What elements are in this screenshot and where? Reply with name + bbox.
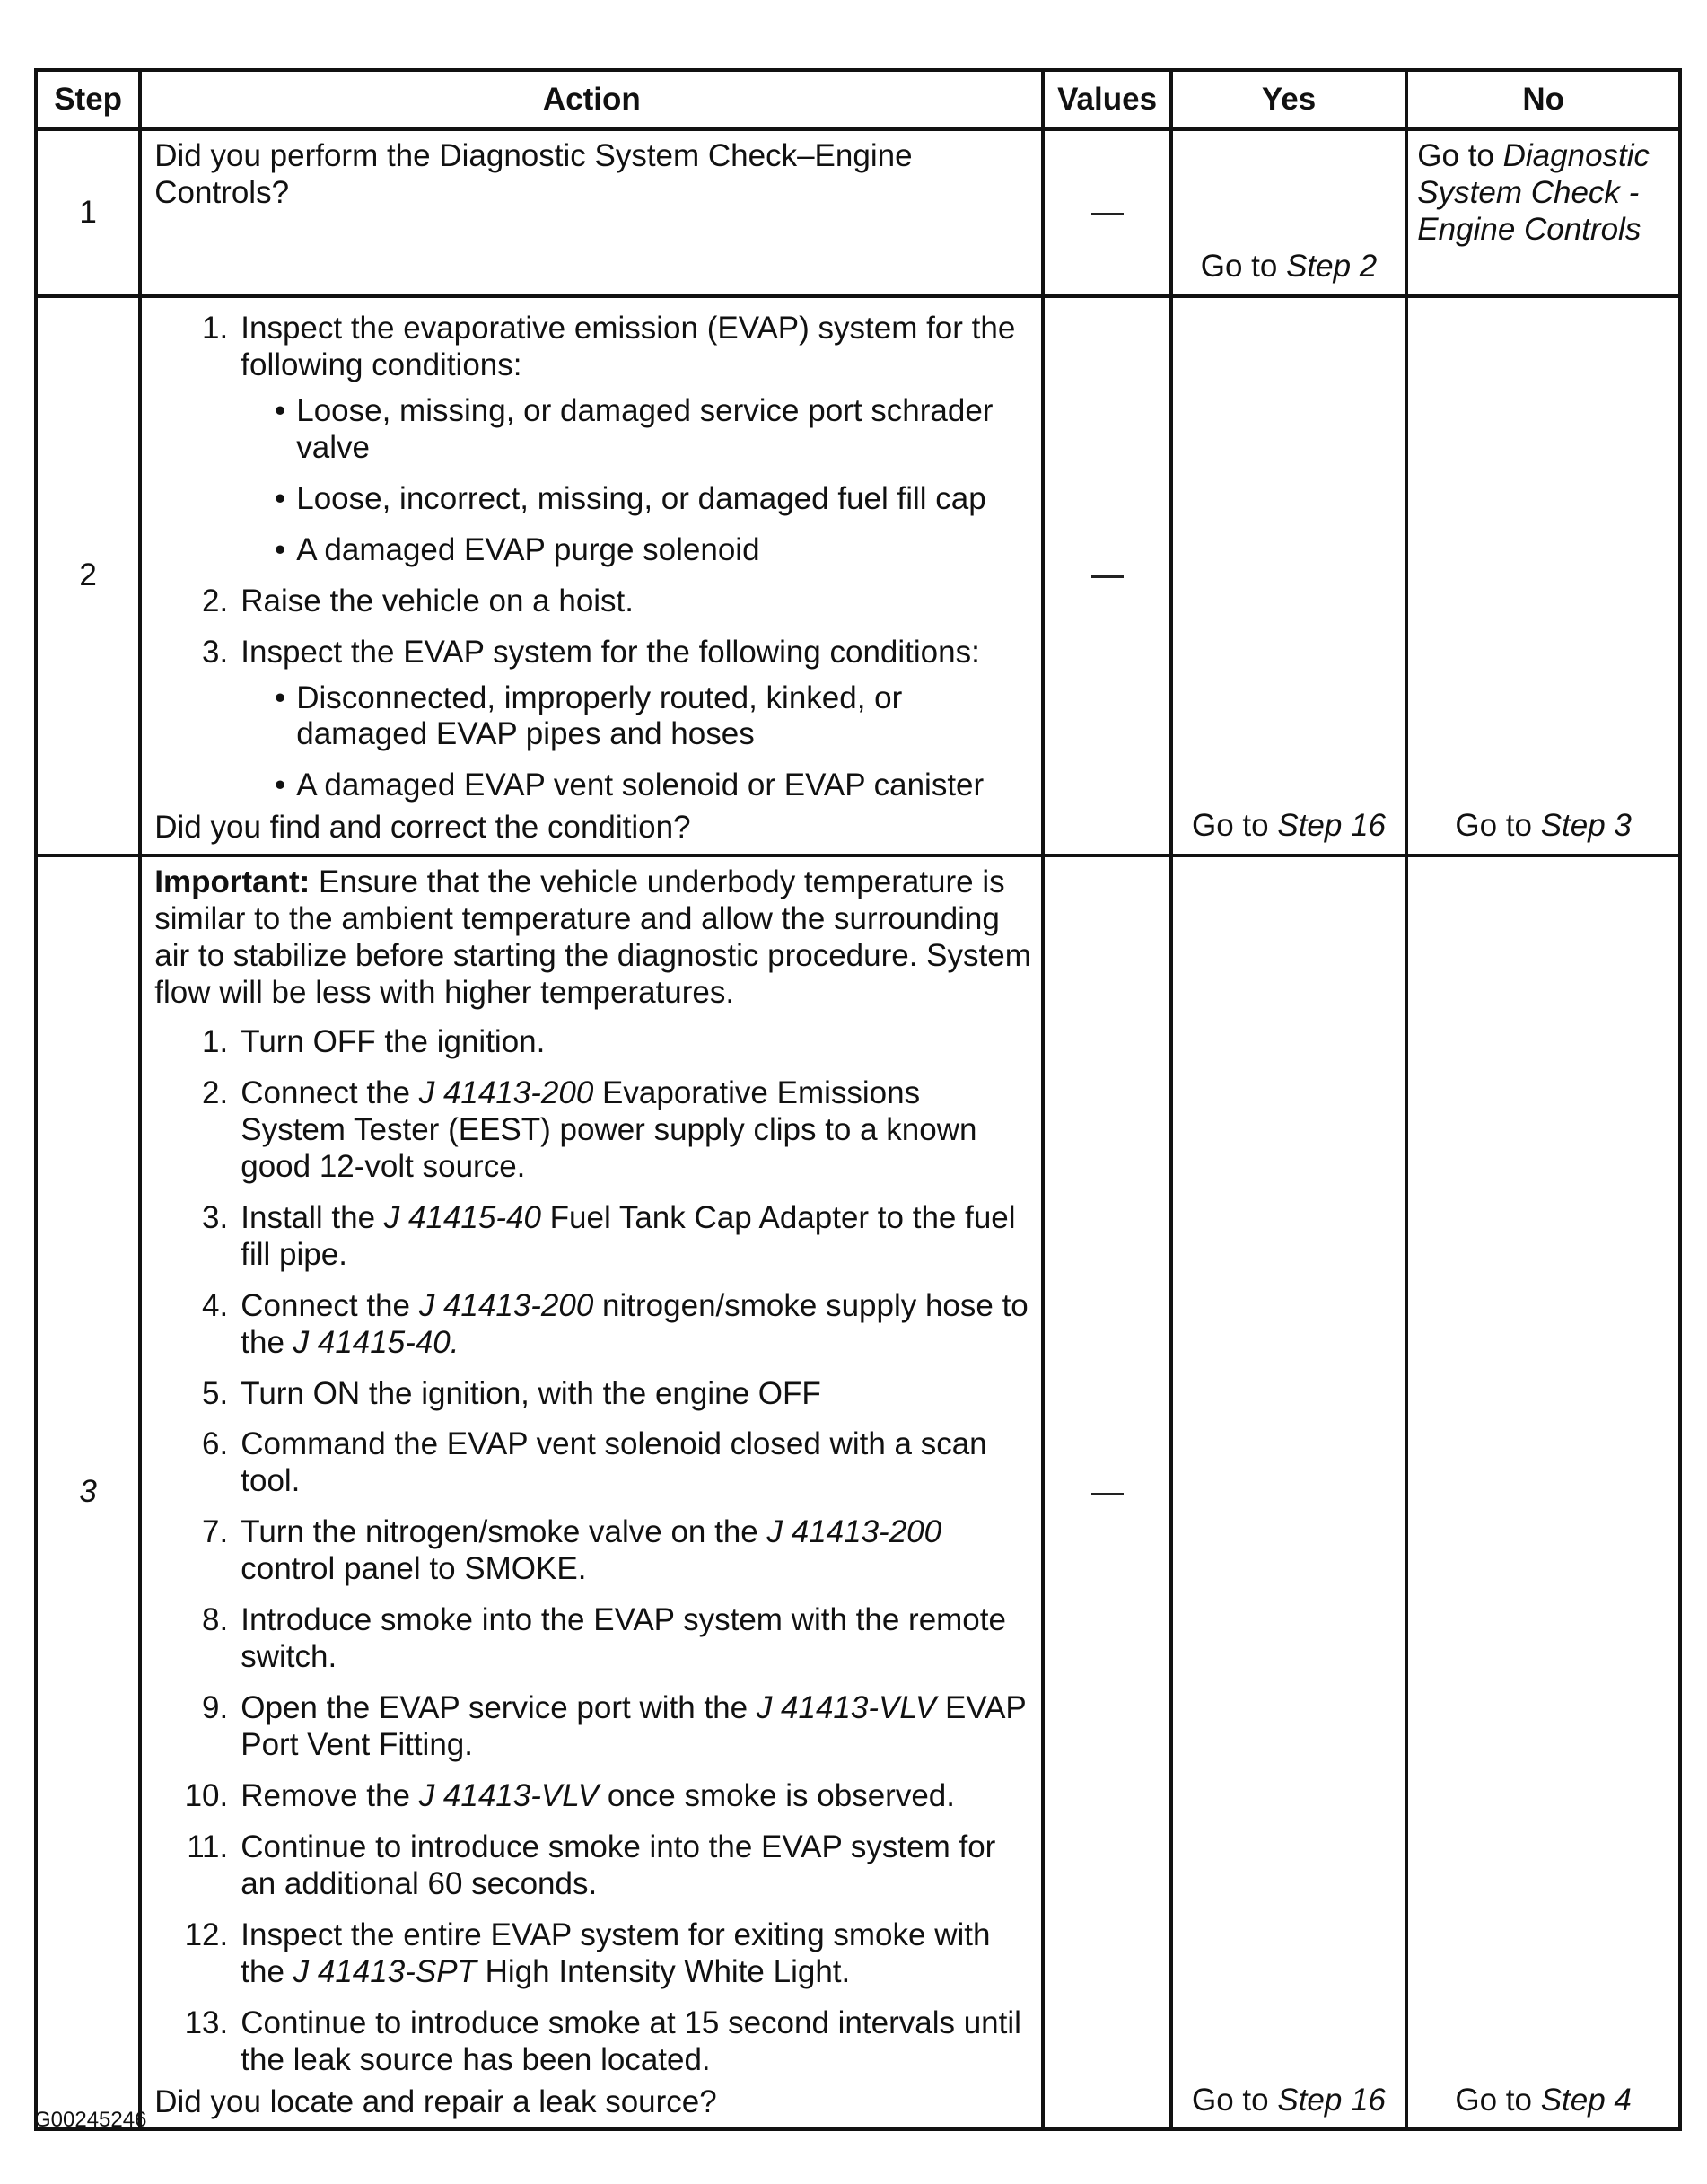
- list-item: • A damaged EVAP vent solenoid or EVAP canister: [274, 767, 985, 803]
- action-question: Did you find and correct the condition?: [154, 810, 691, 846]
- condition-list: [241, 393, 1032, 569]
- step-text: Raise the vehicle on a hoist.: [241, 583, 635, 618]
- tool-ref: J 41413-SPT: [293, 1953, 477, 1989]
- no-step-link: Step 3: [1540, 808, 1632, 844]
- yes-cell: [1171, 296, 1407, 855]
- yes-step-link: Step 16: [1277, 2082, 1386, 2118]
- action-question: Did you perform the Diagnostic System Check–Engine Controls?: [154, 138, 913, 210]
- tool-ref: J 41415-40.: [293, 1324, 460, 1360]
- header-no: No: [1406, 70, 1680, 129]
- tool-ref: J 41413-200: [766, 1514, 942, 1550]
- figure-id: G00245246: [34, 2108, 147, 2132]
- no-link-diagnostic-check: Diagnostic System Check - Engine Controls: [1417, 138, 1650, 247]
- action-step: 9. Open the EVAP service port with the J 41413-VLV EVAP Port Vent Fitting.: [202, 1690, 1027, 1762]
- step-number: 3: [36, 855, 140, 2129]
- action-step: 4. Connect the J 41413-200 nitrogen/smoke supply hose to the J 41415-40.: [202, 1287, 1029, 1360]
- tool-ref: J 41413-VLV: [756, 1690, 937, 1726]
- yes-cell: [1171, 855, 1407, 2129]
- header-values: Values: [1043, 70, 1170, 129]
- no-cell: [1406, 129, 1680, 296]
- important-label: Important:: [154, 864, 311, 900]
- values-cell: [1043, 129, 1170, 296]
- action-step: 3. Install the J 41415-40 Fuel Tank Cap Adapter to the fuel fill pipe.: [202, 1199, 1016, 1272]
- yes-step-link: Step 2: [1286, 249, 1378, 285]
- action-step: 12. Inspect the entire EVAP system for exiting smoke with the J 41413-SPT High Intensity White Light.: [184, 1916, 991, 1989]
- list-item: • A damaged EVAP purge solenoid: [274, 531, 760, 567]
- list-item: • Loose, incorrect, missing, or damaged fuel fill cap: [274, 480, 986, 516]
- action-step: 2. Connect the J 41413-200 Evaporative Emissions System Tester (EEST) power supply clips to a known good 12-volt source.: [202, 1074, 977, 1184]
- step-text: Inspect the EVAP system for the following conditions:: [241, 634, 980, 670]
- action-steps: [154, 1024, 1032, 2079]
- action-step: 1. Turn OFF the ignition.: [202, 1024, 546, 1059]
- header-action: Action: [140, 70, 1043, 129]
- tool-ref: J 41413-200: [418, 1287, 594, 1323]
- values-dash: [1091, 213, 1124, 215]
- important-text: Ensure that the vehicle underbody temperature is similar to the ambient temperature and allow the surrounding air to stabilize before starting the diagnostic procedure. System flow will be less with higher temperatures.: [154, 864, 1031, 1011]
- tool-ref: J 41415-40: [383, 1199, 541, 1235]
- action-step: 5. Turn ON the ignition, with the engine OFF: [202, 1375, 821, 1411]
- no-step-link: Step 4: [1540, 2082, 1632, 2118]
- yes-step-link: Step 16: [1277, 808, 1386, 844]
- diagnostic-table: [34, 68, 1682, 2131]
- action-step: 13. Continue to introduce smoke at 15 second intervals until the leak source has been located.: [184, 2004, 1021, 2077]
- yes-prefix: Go to: [1192, 2082, 1278, 2118]
- no-prefix: Go to: [1455, 2082, 1541, 2118]
- step-number: 2: [36, 296, 140, 855]
- action-step: 11. Continue to introduce smoke into the EVAP system for an additional 60 seconds.: [187, 1829, 996, 1901]
- action-cell: [140, 296, 1043, 855]
- action-step: 2. Raise the vehicle on a hoist.: [154, 583, 1032, 620]
- no-cell: [1406, 296, 1680, 855]
- action-step: 6. Command the EVAP vent solenoid closed with a scan tool.: [202, 1426, 987, 1499]
- list-item: • Loose, missing, or damaged service port schrader valve: [274, 392, 994, 465]
- no-cell: [1406, 855, 1680, 2129]
- table-row: [36, 296, 1680, 855]
- values-dash: [1091, 575, 1124, 578]
- action-step: 1. Inspect the evaporative emission (EVAP) system for the following conditions: • Loose, missing, or damaged service port schrader valve • Loose, incorrect, missing, or damaged fuel fill cap • A damaged EVAP purge solenoid: [154, 311, 1032, 569]
- action-step: 3. Inspect the EVAP system for the following conditions: • Disconnected, improperly routed, kinked, or damaged EVAP pipes and hoses • A damaged EVAP vent solenoid or EVAP canister: [154, 635, 1032, 805]
- tool-ref: J 41413-200: [418, 1074, 594, 1110]
- no-prefix: Go to: [1417, 138, 1503, 173]
- list-item: • Disconnected, improperly routed, kinked, or damaged EVAP pipes and hoses: [274, 680, 903, 752]
- action-steps: [154, 311, 1032, 804]
- step-number: 1: [36, 129, 140, 296]
- important-note: [154, 864, 1032, 1012]
- yes-cell: [1171, 129, 1407, 296]
- values-dash: [1091, 1493, 1124, 1495]
- action-question: Did you locate and repair a leak source?: [154, 2083, 717, 2119]
- action-step: 7. Turn the nitrogen/smoke valve on the J 41413-200 control panel to SMOKE.: [202, 1514, 942, 1587]
- yes-prefix: Go to: [1192, 808, 1278, 844]
- header-yes: Yes: [1171, 70, 1407, 129]
- no-prefix: Go to: [1455, 808, 1541, 844]
- values-cell: [1043, 855, 1170, 2129]
- table-row: [36, 129, 1680, 296]
- table-row: [36, 855, 1680, 2129]
- tool-ref: J 41413-VLV: [418, 1777, 600, 1813]
- header-row: [36, 70, 1680, 129]
- step-text: Inspect the evaporative emission (EVAP) system for the following conditions:: [241, 311, 1016, 382]
- action-step: 10. Remove the J 41413-VLV once smoke is observed.: [184, 1777, 955, 1813]
- action-cell: [140, 855, 1043, 2129]
- action-cell: [140, 129, 1043, 296]
- values-cell: [1043, 296, 1170, 855]
- action-step: 8. Introduce smoke into the EVAP system with the remote switch.: [202, 1602, 1006, 1675]
- header-step: Step: [36, 70, 140, 129]
- condition-list: [241, 680, 1032, 805]
- yes-prefix: Go to: [1200, 249, 1287, 285]
